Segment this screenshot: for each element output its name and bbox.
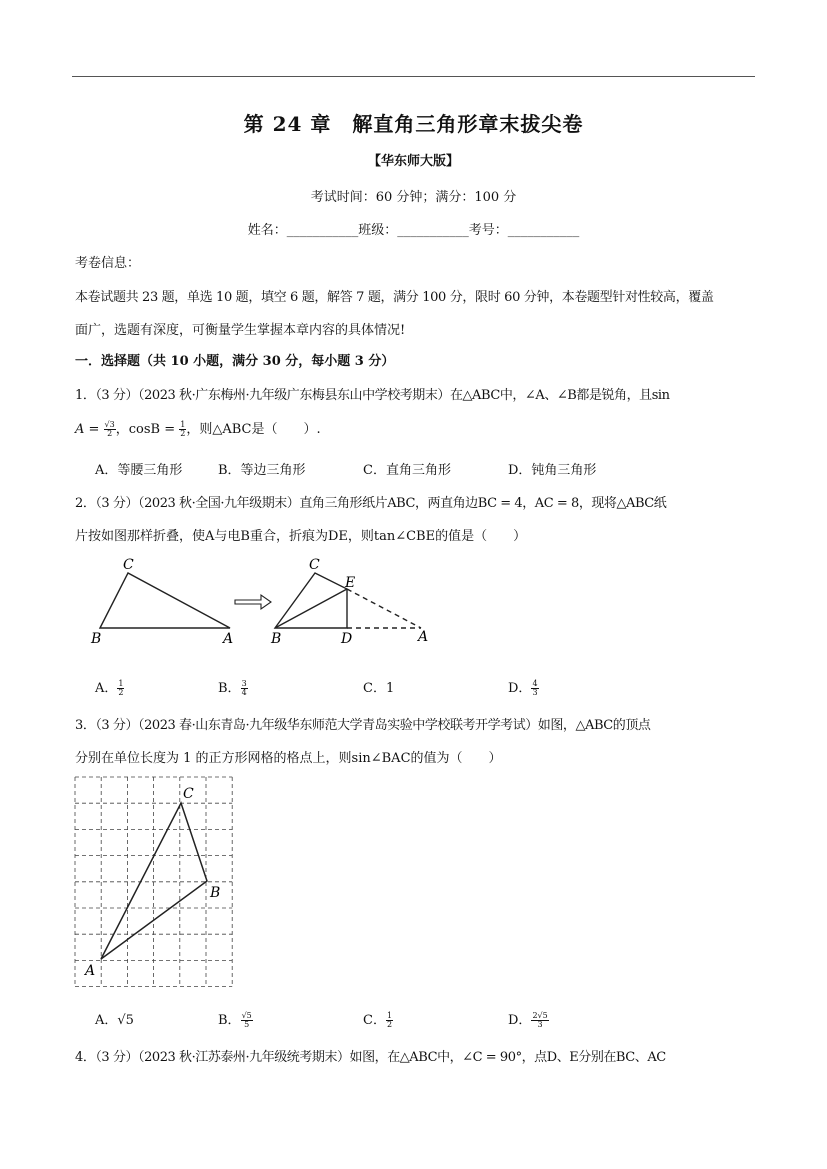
paper-info-line2: 面广，选题有深度，可衡量学生掌握本章内容的具体情况! (75, 323, 406, 338)
q2-option-d[interactable] (508, 677, 539, 697)
q2-option-a-num: 1 (118, 679, 124, 688)
q1-option-c[interactable]: C．直角三角形 (363, 463, 451, 478)
q3-option-d[interactable] (508, 1009, 549, 1029)
q2-label-a2: A (418, 629, 429, 645)
q2-option-a-letter: A． (95, 681, 118, 696)
q2-line2: 片按如图那样折叠，使A与电B重合，折痕为DE，则tan∠CBE的值是（ ） (75, 529, 527, 544)
exam-info: 考试时间：60 分钟；满分：100 分 (310, 190, 517, 205)
q3-label-a: A (85, 963, 96, 979)
edition-label: 【华东师大版】 (367, 154, 459, 169)
q2-option-a-frac (117, 680, 124, 697)
q3-dashed-grid (75, 777, 232, 987)
q2-label-b: B (91, 631, 102, 647)
q2-option-d-frac (531, 680, 538, 697)
q3-option-c-letter: C． (363, 1013, 386, 1028)
q1-option-a[interactable]: A．等腰三角形 (95, 463, 183, 478)
q2-option-b-letter: B． (218, 681, 241, 696)
q1-option-d[interactable]: D．钝角三角形 (508, 463, 597, 478)
q2-label-c: C (123, 557, 134, 573)
page-title: 第 24 章 解直角三角形章末拔尖卷 (243, 112, 584, 136)
q3-option-d-letter: D． (508, 1013, 532, 1028)
q3-option-d-den: 3 (537, 1020, 543, 1029)
q3-option-b-frac (241, 1012, 253, 1029)
q2-option-d-letter: D． (508, 681, 532, 696)
q2-line1: 2．（3 分）（2023 秋·全国·九年级期末）直角三角形纸片ABC，两直角边BC = 4，AC = 8，现将△ABC纸 (75, 496, 667, 511)
paper-info-line1: 本卷试题共 23 题，单选 10 题，填空 6 题，解答 7 题，满分 100 分，限时 60 分钟，本卷题型针对性较高，覆盖 (75, 290, 714, 305)
q1-frac2-num: 1 (180, 420, 186, 429)
q1-option-b[interactable]: B．等边三角形 (218, 463, 306, 478)
q2-option-c[interactable] (363, 677, 394, 696)
q2-triangle-abc (100, 573, 230, 628)
q2-label-d: D (341, 631, 353, 647)
q2-arrow-icon (235, 595, 271, 609)
paper-info-label: 考卷信息： (75, 256, 141, 271)
q2-option-b-den: 4 (241, 688, 247, 697)
q3-option-c-frac (386, 1012, 393, 1029)
q2-folded-shape (275, 573, 347, 628)
q3-option-b-num: √5 (241, 1011, 252, 1020)
q2-option-b-num: 3 (241, 679, 247, 688)
q2-fold-figure (85, 555, 445, 650)
q2-option-a-den: 2 (118, 688, 124, 697)
q1-fraction-1 (104, 421, 116, 438)
q2-option-d-num: 4 (532, 679, 538, 688)
q2-label-c2: C (309, 557, 320, 573)
q2-option-d-den: 3 (532, 688, 538, 697)
q2-label-a: A (223, 631, 234, 647)
q1-frac2-den: 2 (180, 429, 186, 438)
q3-grid-figure (70, 774, 240, 990)
section-header: 一．选择题（共 10 小题，满分 30 分，每小题 3 分） (75, 354, 395, 369)
q3-option-b[interactable] (218, 1009, 253, 1029)
q3-label-c: C (183, 786, 194, 802)
q2-option-b-frac (241, 680, 248, 697)
q3-option-b-den: 5 (244, 1020, 250, 1029)
q2-label-b2: B (271, 631, 282, 647)
q2-option-a[interactable] (95, 677, 124, 697)
q4-line1: 4．（3 分）（2023 秋·江苏泰州·九年级统考期末）如图，在△ABC中，∠C = 90°，点D、E分别在BC、AC (75, 1050, 666, 1065)
q1-line2 (75, 418, 321, 438)
q1-line2-c: ，则△ABC是（ ）. (186, 422, 321, 437)
q3-line2: 分别在单位长度为 1 的正方形网格的格点上，则sin∠BAC的值为（ ） (75, 751, 502, 766)
q2-option-c-text: 1 (385, 681, 395, 696)
q3-option-d-frac (531, 1012, 548, 1029)
q3-option-a-letter: A． (95, 1013, 118, 1028)
q2-option-b[interactable] (218, 677, 248, 697)
q3-line1: 3．（3 分）（2023 春·山东青岛·九年级华东师范大学青岛实验中学校联考开学考试）如图，△ABC的顶点 (75, 718, 651, 733)
header-rule (72, 76, 755, 77)
q2-line-be (275, 589, 347, 628)
q3-option-c-num: 1 (386, 1011, 393, 1020)
student-fields: 姓名：___________班级：___________考号：___________ (247, 223, 580, 238)
q2-label-e: E (345, 575, 356, 591)
q1-frac1-den: 2 (107, 429, 113, 438)
q1-line2-a: A = (75, 422, 104, 437)
q3-option-a-text: √5 (117, 1013, 134, 1028)
q2-dashed-ea (347, 589, 421, 628)
q3-label-b: B (210, 885, 221, 901)
q1-line2-b: ，cosB = (115, 422, 180, 437)
q3-option-b-letter: B． (218, 1013, 241, 1028)
q2-option-c-letter: C． (363, 681, 386, 696)
q3-option-c-den: 2 (386, 1020, 393, 1029)
q1-frac1-num: √3 (104, 420, 115, 429)
q3-option-a[interactable] (95, 1009, 134, 1028)
q1-line1: 1．（3 分）（2023 秋·广东梅州·九年级广东梅县东山中学校考期末）在△ABC中，∠A、∠B都是锐角，且sin (75, 388, 670, 403)
q3-option-d-num: 2√5 (532, 1011, 548, 1020)
q3-option-c[interactable] (363, 1009, 393, 1029)
